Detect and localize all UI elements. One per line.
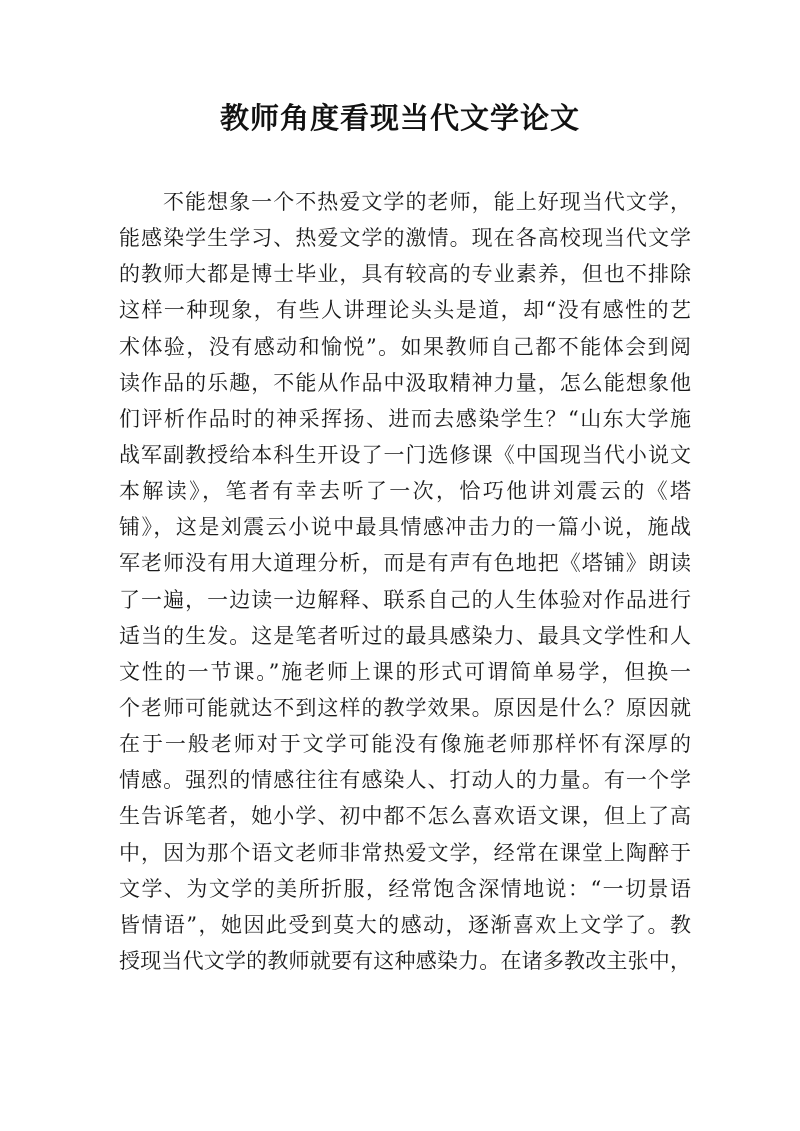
text-line: 适当的生发。这是笔者听过的最具感染力、最具文学性和人 xyxy=(119,623,691,648)
text-line: 不能想象一个不热爱文学的老师，能上好现当代文学， xyxy=(163,190,691,214)
text-line: 们评析作品时的神采挥扬、进而去感染学生？“山东大学施 xyxy=(119,406,691,431)
text-line: 皆情语”，她因此受到莫大的感动，逐渐喜欢上文学了。教 xyxy=(119,912,691,937)
text-line: 文性的一节课。”施老师上课的形式可谓简单易学，但换一 xyxy=(119,659,691,684)
text-line: 的教师大都是博士毕业，具有较高的专业素养，但也不排除 xyxy=(119,262,691,287)
body-paragraph xyxy=(119,184,691,979)
text-line: 能感染学生学习、热爱文学的激情。现在各高校现当代文学 xyxy=(119,226,691,251)
text-line: 这样一种现象，有些人讲理论头头是道，却“没有感性的艺 xyxy=(119,298,691,323)
text-line: 情感。强烈的情感往往有感染人、打动人的力量。有一个学 xyxy=(119,768,691,793)
text-line: 军老师没有用大道理分析，而是有声有色地把《塔铺》朗读 xyxy=(119,551,691,576)
text-line: 本解读》，笔者有幸去听了一次，恰巧他讲刘震云的《塔 xyxy=(119,479,691,504)
text-line: 了一遍，一边读一边解释、联系自己的人生体验对作品进行 xyxy=(119,587,691,612)
text-line: 中，因为那个语文老师非常热爱文学，经常在课堂上陶醉于 xyxy=(119,840,691,865)
text-line: 文学、为文学的美所折服，经常饱含深情地说：“一切景语 xyxy=(119,876,691,901)
text-line: 铺》，这是刘震云小说中最具情感冲击力的一篇小说，施战 xyxy=(119,515,691,540)
text-line: 战军副教授给本科生开设了一门选修课《中国现当代小说文 xyxy=(119,442,691,467)
text-line: 读作品的乐趣，不能从作品中汲取精神力量，怎么能想象他 xyxy=(119,370,691,395)
text-line: 生告诉笔者，她小学、初中都不怎么喜欢语文课，但上了高 xyxy=(119,804,691,829)
text-line: 术体验，没有感动和愉悦”。如果教师自己都不能体会到阅 xyxy=(119,334,691,359)
document-title: 教师角度看现当代文学论文 xyxy=(219,101,580,135)
text-line: 在于一般老师对于文学可能没有像施老师那样怀有深厚的 xyxy=(119,732,691,757)
text-line: 个老师可能就达不到这样的教学效果。原因是什么？原因就 xyxy=(119,695,691,720)
text-line: 授现当代文学的教师就要有这种感染力。在诸多教改主张中， xyxy=(119,948,691,973)
